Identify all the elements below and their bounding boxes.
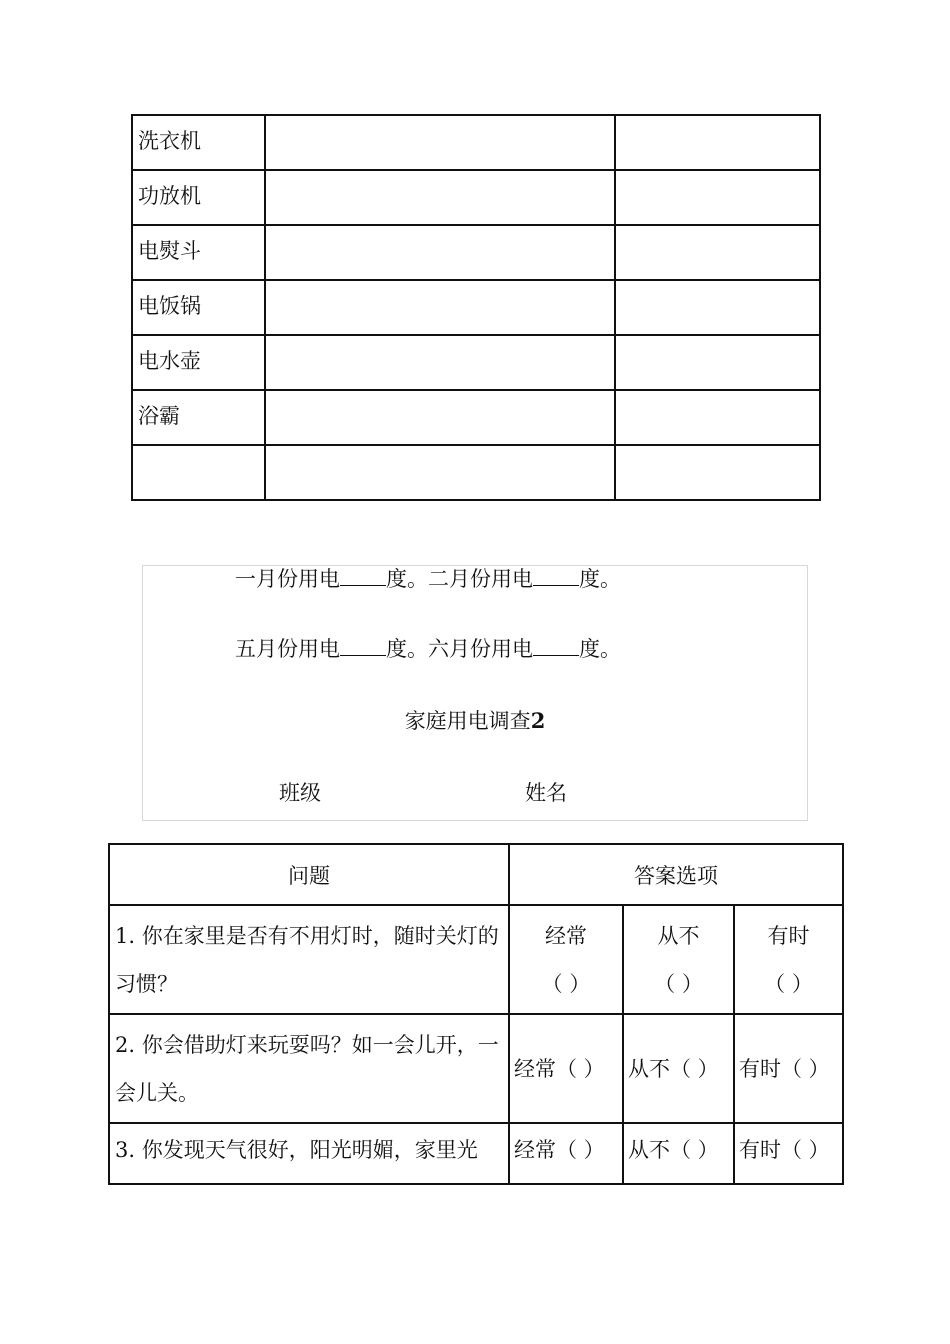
- usage-text: 度。二月份用电: [386, 567, 533, 591]
- empty-cell[interactable]: [615, 445, 820, 500]
- usage-line-1: [235, 566, 621, 592]
- option-bracket: （ ）: [541, 971, 591, 996]
- table-row: [132, 280, 820, 335]
- survey-title-number: 2: [530, 708, 546, 733]
- table-row: [132, 335, 820, 390]
- appliance-name: 洗衣机: [138, 129, 201, 153]
- survey-title-text: 家庭用电调查: [404, 709, 531, 733]
- survey-table: [108, 843, 844, 1185]
- header-answers: 答案选项: [509, 844, 843, 905]
- option-never[interactable]: [623, 905, 734, 1014]
- appliance-name: 电熨斗: [138, 239, 201, 263]
- usage-text: 度。六月份用电: [386, 637, 533, 661]
- option-sometimes[interactable]: [734, 905, 843, 1014]
- appliance-name: 电饭锅: [138, 294, 201, 318]
- empty-cell[interactable]: [265, 225, 615, 280]
- table-row: [132, 170, 820, 225]
- fill-blank[interactable]: [533, 567, 579, 586]
- option-bracket: （ ）: [654, 971, 703, 996]
- appliance-name: 电水壶: [138, 349, 201, 373]
- option-sometimes[interactable]: 有时（ ）: [734, 1014, 843, 1123]
- question-cell: 2. 你会借助灯来玩耍吗？如一会儿开，一会儿关。: [109, 1014, 509, 1123]
- appliance-name-cell: [132, 115, 265, 170]
- empty-cell[interactable]: [265, 390, 615, 445]
- empty-cell[interactable]: [615, 280, 820, 335]
- usage-text: 一月份用电: [235, 567, 340, 591]
- empty-cell[interactable]: [265, 170, 615, 225]
- empty-cell[interactable]: [265, 445, 615, 500]
- empty-cell[interactable]: [615, 170, 820, 225]
- appliance-name-cell: [132, 225, 265, 280]
- empty-cell[interactable]: [615, 115, 820, 170]
- table-row: [109, 1123, 843, 1184]
- option-label: 经常: [545, 923, 587, 948]
- option-text: 有时（ ）: [739, 1137, 830, 1162]
- fill-blank[interactable]: [533, 637, 579, 656]
- option-often[interactable]: 经常（ ）: [509, 1014, 623, 1123]
- question-text: 3. 你发现天气很好，阳光明媚，家里光: [115, 1137, 478, 1162]
- appliance-name: 浴霸: [138, 404, 180, 428]
- option-text: 从不（ ）: [628, 1137, 719, 1162]
- table-row: [109, 1014, 843, 1123]
- fill-blank[interactable]: [340, 567, 386, 586]
- usage-line-2: [235, 636, 621, 662]
- usage-text-box: [142, 565, 808, 821]
- survey-title: [143, 708, 807, 734]
- appliance-name-cell: [132, 335, 265, 390]
- header-question: 问题: [109, 844, 509, 905]
- empty-cell[interactable]: [615, 225, 820, 280]
- appliance-name-cell: [132, 170, 265, 225]
- empty-cell[interactable]: [265, 335, 615, 390]
- usage-text: 五月份用电: [235, 637, 340, 661]
- class-label: 班级: [279, 781, 321, 805]
- table-row: [132, 445, 820, 500]
- appliance-name-cell: [132, 445, 265, 500]
- appliance-name: 功放机: [138, 184, 201, 208]
- table-row: [109, 905, 843, 1014]
- option-never[interactable]: [623, 1123, 734, 1184]
- question-cell: [109, 1123, 509, 1184]
- table-header-row: [109, 844, 843, 905]
- option-bracket: （ ）: [764, 971, 813, 996]
- empty-cell[interactable]: [265, 280, 615, 335]
- appliance-name-cell: [132, 390, 265, 445]
- option-often[interactable]: [509, 905, 623, 1014]
- name-label: 姓名: [525, 781, 567, 805]
- option-text: 经常（ ）: [514, 1137, 605, 1162]
- appliance-table: [131, 114, 821, 501]
- option-often[interactable]: [509, 1123, 623, 1184]
- table-row: [132, 390, 820, 445]
- option-label: 从不: [657, 923, 700, 948]
- table-row: [132, 115, 820, 170]
- empty-cell[interactable]: [615, 335, 820, 390]
- option-label: 有时: [767, 923, 810, 948]
- usage-text: 度。: [579, 637, 621, 661]
- question-cell: 1. 你在家里是否有不用灯时，随时关灯的习惯？: [109, 905, 509, 1014]
- option-never[interactable]: 从不（ ）: [623, 1014, 734, 1123]
- table-row: [132, 225, 820, 280]
- fill-blank[interactable]: [340, 637, 386, 656]
- usage-text: 度。: [579, 567, 621, 591]
- appliance-name-cell: [132, 280, 265, 335]
- empty-cell[interactable]: [615, 390, 820, 445]
- empty-cell[interactable]: [265, 115, 615, 170]
- option-sometimes[interactable]: [734, 1123, 843, 1184]
- appliance-name: [138, 446, 264, 458]
